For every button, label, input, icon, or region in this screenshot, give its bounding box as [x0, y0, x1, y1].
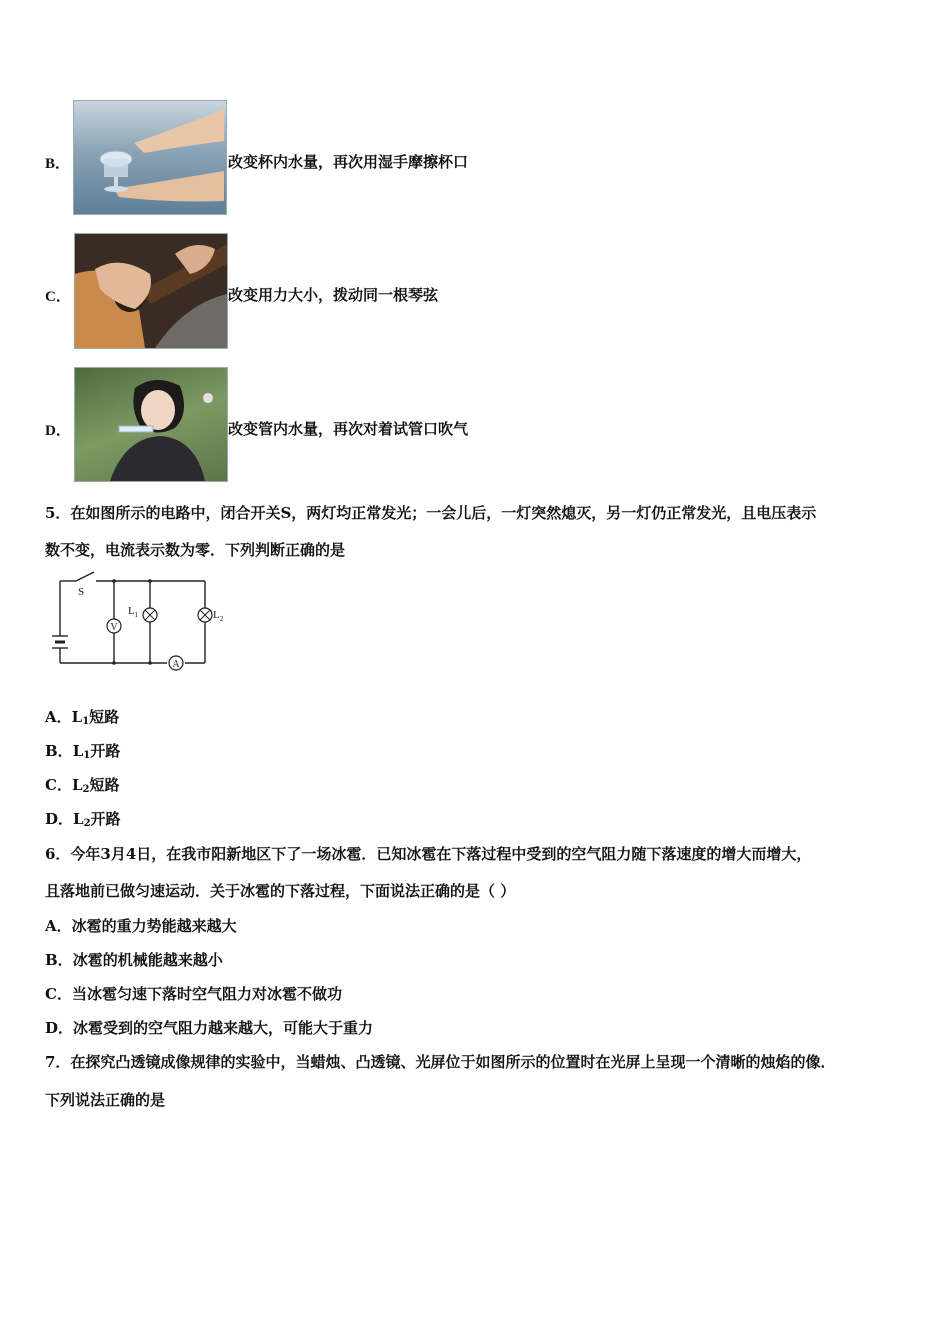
option-text: 改变管内水量，再次对着试管口吹气 — [228, 420, 469, 438]
option-text: 短路 — [89, 776, 120, 794]
option-text: 当冰雹匀速下落时空气阻力对冰雹不做功 — [71, 985, 342, 1003]
q5-option-a[interactable] — [45, 707, 119, 727]
option-symbol: L — [72, 742, 84, 760]
girl-blowing-test-tube-photo — [74, 367, 228, 482]
hand-rubbing-glass-photo — [73, 100, 227, 215]
option-letter: D． — [45, 1019, 74, 1037]
option-text: 开路 — [90, 810, 121, 828]
question-stem-line: 7．在探究凸透镜成像规律的实验中，当蜡烛、凸透镜、光屏位于如图所示的位置时在光屏上呈现一个清晰的烛焰的像． — [45, 1053, 836, 1071]
circuit-diagram — [40, 568, 240, 678]
q6-option-c[interactable] — [45, 984, 342, 1004]
option-subscript: 2 — [83, 818, 91, 829]
switch-label: S — [78, 586, 85, 598]
question-stem-line: 6．今年3月4日，在我市阳新地区下了一场冰雹．已知冰雹在下落过程中受到的空气阻力随下落速度的增大而增大， — [45, 845, 812, 863]
q5-option-d[interactable] — [45, 809, 121, 829]
question-stem-line: 5．在如图所示的电路中，闭合开关S，两灯均正常发光；一会儿后，一灯突然熄灭，另一灯仍正常发光，且电压表示 — [45, 504, 817, 522]
option-text: 短路 — [89, 708, 120, 726]
option-symbol: L — [71, 776, 83, 794]
option-letter: D． — [45, 810, 74, 828]
question-stem-line: 且落地前已做匀速运动．关于冰雹的下落过程，下面说法正确的是（ ） — [45, 882, 516, 900]
option-letter: B． — [45, 742, 73, 760]
option-subscript: 1 — [82, 716, 90, 727]
ammeter-label: A — [172, 659, 180, 670]
question-stem-line: 下列说法正确的是 — [45, 1091, 166, 1109]
q6-option-d[interactable] — [45, 1018, 373, 1038]
option-text: 冰雹的机械能越来越小 — [72, 951, 223, 969]
q6-option-a[interactable] — [45, 916, 237, 936]
option-letter: D． — [45, 423, 71, 439]
lamp-l2-label: $L_2$ — [213, 609, 224, 623]
option-letter: A． — [45, 708, 72, 726]
q6-option-b[interactable] — [45, 950, 223, 970]
q5-option-b[interactable] — [45, 741, 120, 761]
voltmeter-label: V — [110, 622, 118, 633]
option-letter: B． — [45, 156, 71, 172]
option-letter: C． — [45, 289, 71, 305]
option-letter: C． — [45, 776, 72, 794]
option-text: 改变用力大小，拨动同一根琴弦 — [228, 286, 439, 304]
option-text: 改变杯内水量，再次用湿手摩擦杯口 — [228, 153, 469, 171]
option-letter: C． — [45, 985, 72, 1003]
option-text: 开路 — [90, 742, 121, 760]
option-subscript: 1 — [83, 750, 91, 761]
option-subscript: 2 — [82, 784, 90, 795]
question-stem-line: 数不变，电流表示数为零．下列判断正确的是 — [45, 541, 346, 559]
option-symbol: L — [73, 810, 84, 828]
q5-option-c[interactable] — [45, 775, 119, 795]
option-symbol: L — [71, 708, 83, 726]
option-text: 冰雹受到的空气阻力越来越大，可能大于重力 — [73, 1019, 374, 1037]
lamp-l1-label: $L_1$ — [128, 605, 139, 619]
guitar-strumming-photo — [74, 233, 228, 349]
option-letter: B． — [45, 951, 73, 969]
option-letter: A． — [45, 917, 72, 935]
option-text: 冰雹的重力势能越来越大 — [71, 917, 237, 935]
